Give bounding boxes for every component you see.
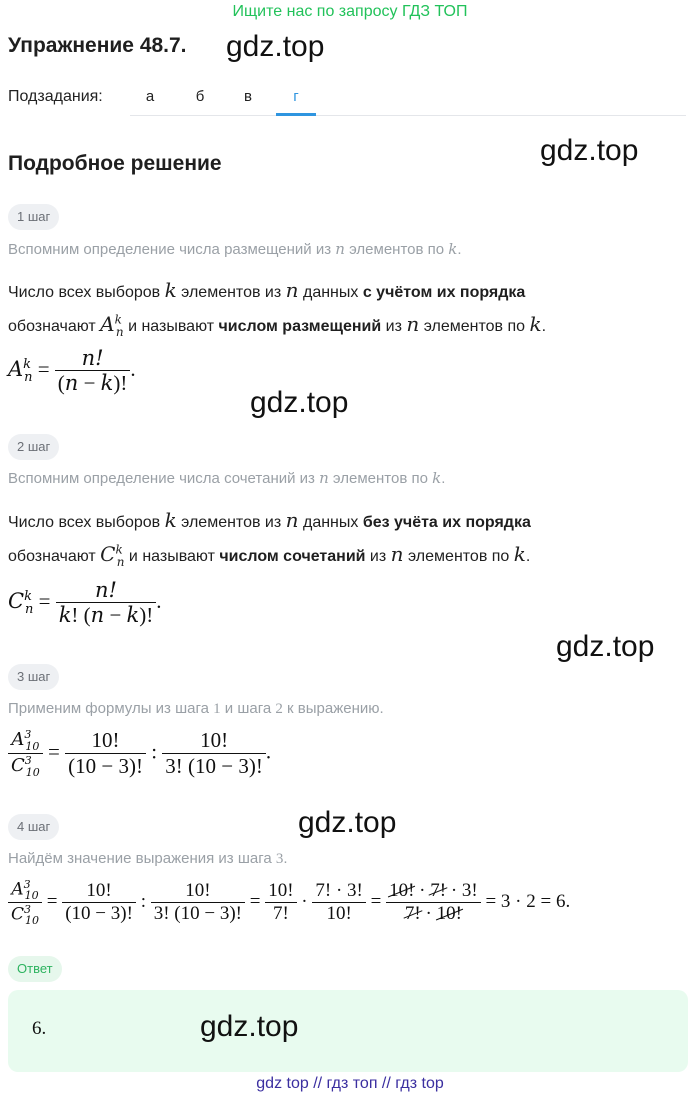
tab-b[interactable]: б [195, 88, 205, 105]
step-badge: 2 шаг [8, 434, 59, 460]
formula-arrangements: $A^k_n$ = $\frac{n!}{(n - k)!}$ . [8, 346, 136, 395]
exercise-title: Упражнение 48.7. [8, 34, 187, 57]
step-badge: 4 шаг [8, 814, 59, 840]
watermark: gdz.top [200, 1010, 299, 1043]
step-hint: Применим формулы из шага 1 и шага 2 к выражению. [8, 700, 384, 717]
watermark: gdz.top [540, 134, 639, 167]
answer-value: 6. [32, 1018, 47, 1039]
watermark: gdz.top [556, 630, 655, 663]
formula-step3: $\frac{A^3_{10}}{C^3_{10}}$ = $\frac{10!}{(10 - 3)!}$ : $\frac{10!}{3! (10 - 3)!}$ . [8, 728, 271, 779]
answer-box [8, 990, 688, 1072]
formula-combinations: $C^k_n$ = $\frac{n!}{k! (n - k)!}$ . [8, 578, 162, 627]
step-hint: Найдём значение выражения из шага 3. [8, 850, 288, 867]
footer-links[interactable]: gdz top // гдз топ // гдз top [256, 1075, 444, 1092]
watermark: gdz.top [250, 386, 349, 419]
tabs-divider [130, 115, 686, 116]
search-banner: Ищите нас по запросу ГДЗ ТОП [232, 3, 468, 20]
step-text: Число всех выборов k элементов из n данных без учёта их порядка [8, 508, 531, 532]
active-tab-indicator [276, 113, 316, 116]
section-title: Подробное решение [8, 152, 222, 175]
step-text: обозначают $C^k_n$ и называют числом сочетаний из n элементов по k. [8, 542, 531, 569]
step-badge: 1 шаг [8, 204, 59, 230]
step-text: Число всех выборов k элементов из n данных с учётом их порядка [8, 278, 526, 302]
step-text: обозначают $A^k_n$ и называют числом размещений из n элементов по k. [8, 312, 547, 339]
tab-g[interactable]: г [293, 88, 299, 105]
answer-badge: Ответ [8, 956, 62, 982]
subtasks-label: Подзадания: [8, 88, 103, 105]
formula-step4: $\frac{A^3_{10}}{C^3_{10}}$ = $\frac{10!}{(10 - 3)!}$ : $\frac{10!}{3! (10 - 3)!}$ = $\frac{10!}{7!}$ · $\frac{7! \cdot 3!}{10!}$ = $\frac{10! \cdot 7! \cdot 3!}{7! \cdot 10!}$ = 3 · 2 = 6. [8, 878, 570, 927]
watermark: gdz.top [298, 806, 397, 839]
step-hint: Вспомним определение числа сочетаний из n элементов по k. [8, 469, 446, 487]
watermark: gdz.top [226, 30, 325, 63]
step-badge: 3 шаг [8, 664, 59, 690]
tab-v[interactable]: в [244, 88, 252, 105]
tab-a[interactable]: а [145, 88, 155, 105]
step-hint: Вспомним определение числа размещений из n элементов по k. [8, 240, 462, 258]
